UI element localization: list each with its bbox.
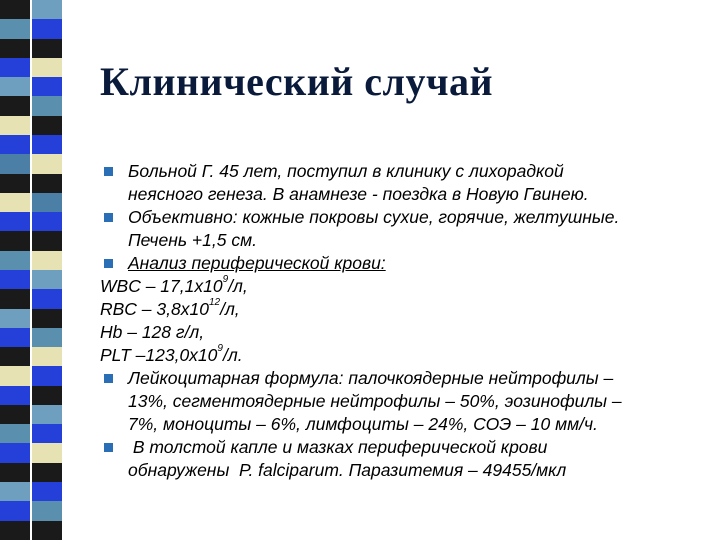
lab-value-hb: Hb – 128 г/л, — [100, 322, 205, 342]
stripe-segment — [0, 174, 30, 193]
square-bullet-icon — [104, 374, 113, 383]
bullet-item-blood-test — [100, 252, 700, 275]
bullet-item-smear-result — [100, 436, 700, 482]
square-bullet-icon — [104, 167, 113, 176]
stripe-segment — [0, 251, 30, 270]
slide-body — [100, 160, 700, 482]
bullet-item-objective — [100, 206, 700, 252]
square-bullet-icon — [104, 443, 113, 452]
stripe-segment — [32, 424, 62, 443]
stripe-segment — [0, 135, 30, 154]
stripe-segment — [32, 289, 62, 308]
lab-value-wbc: WBC – $17,1x10^9/л$, — [100, 274, 248, 296]
stripe-segment — [0, 231, 30, 250]
stripe-segment — [32, 501, 62, 520]
stripe-segment — [32, 405, 62, 424]
decorative-stripe-bar-outer — [0, 0, 30, 540]
stripe-segment — [0, 521, 30, 540]
stripe-segment — [0, 289, 30, 308]
stripe-segment — [0, 309, 30, 328]
stripe-segment — [32, 309, 62, 328]
stripe-segment — [32, 0, 62, 19]
stripe-segment — [32, 154, 62, 173]
stripe-segment — [32, 521, 62, 540]
bullet-item-patient — [100, 160, 700, 206]
text-line: Больной Г. 45 лет, поступил в клинику с лихорадкой — [128, 161, 564, 181]
text-line: В толстой капле и мазках периферической крови — [128, 437, 548, 457]
text-line: неясного генеза. В анамнезе - поездка в Новую Гвинею. — [128, 184, 589, 204]
stripe-segment — [32, 193, 62, 212]
stripe-segment — [32, 19, 62, 38]
text-line: Печень +1,5 см. — [128, 230, 257, 250]
stripe-segment — [0, 328, 30, 347]
stripe-segment — [0, 0, 30, 19]
stripe-segment — [0, 270, 30, 289]
stripe-segment — [32, 482, 62, 501]
stripe-segment — [0, 366, 30, 385]
stripe-segment — [0, 443, 30, 462]
text-line: Объективно: кожные покровы сухие, горячие, желтушные. — [128, 207, 620, 227]
stripe-segment — [0, 386, 30, 405]
stripe-segment — [32, 328, 62, 347]
stripe-segment — [32, 58, 62, 77]
stripe-segment — [0, 501, 30, 520]
stripe-segment — [32, 77, 62, 96]
decorative-stripe-bar-inner — [32, 0, 62, 540]
stripe-segment — [32, 39, 62, 58]
stripe-segment — [32, 135, 62, 154]
stripe-segment — [32, 231, 62, 250]
stripe-segment — [0, 39, 30, 58]
stripe-segment — [0, 154, 30, 173]
text-line: Анализ периферической крови: — [128, 253, 386, 273]
stripe-segment — [0, 482, 30, 501]
stripe-segment — [0, 77, 30, 96]
stripe-segment — [0, 424, 30, 443]
stripe-segment — [32, 251, 62, 270]
square-bullet-icon — [104, 259, 113, 268]
stripe-segment — [32, 366, 62, 385]
lab-value-rbc: RBC – $3,8x10^{12}/л$, — [100, 297, 240, 319]
text-line: 13%, сегментоядерные нейтрофилы – 50%, эозинофилы – — [128, 391, 622, 411]
stripe-segment — [32, 463, 62, 482]
stripe-segment — [32, 174, 62, 193]
stripe-segment — [32, 270, 62, 289]
stripe-segment — [32, 347, 62, 366]
stripe-segment — [0, 58, 30, 77]
stripe-segment — [0, 19, 30, 38]
stripe-segment — [32, 96, 62, 115]
text-line: Лейкоцитарная формула: палочкоядерные нейтрофилы – — [128, 368, 614, 388]
stripe-segment — [0, 405, 30, 424]
stripe-segment — [32, 212, 62, 231]
text-line: обнаружены P. falciparum. Паразитемия – 49455/мкл — [128, 460, 567, 480]
lab-value-plt: PLT $-123,0x10^9/л$. — [100, 343, 243, 365]
square-bullet-icon — [104, 213, 113, 222]
stripe-segment — [32, 116, 62, 135]
stripe-segment — [32, 386, 62, 405]
stripe-segment — [0, 212, 30, 231]
stripe-segment — [0, 96, 30, 115]
stripe-segment — [0, 193, 30, 212]
stripe-segment — [0, 116, 30, 135]
slide-title: Клинический случай — [100, 59, 494, 104]
stripe-segment — [0, 347, 30, 366]
bullet-item-leukocyte-formula — [100, 367, 700, 436]
text-line: 7%, моноциты – 6%, лимфоциты – 24%, СОЭ – 10 мм/ч. — [128, 414, 598, 434]
stripe-segment — [32, 443, 62, 462]
stripe-segment — [0, 463, 30, 482]
